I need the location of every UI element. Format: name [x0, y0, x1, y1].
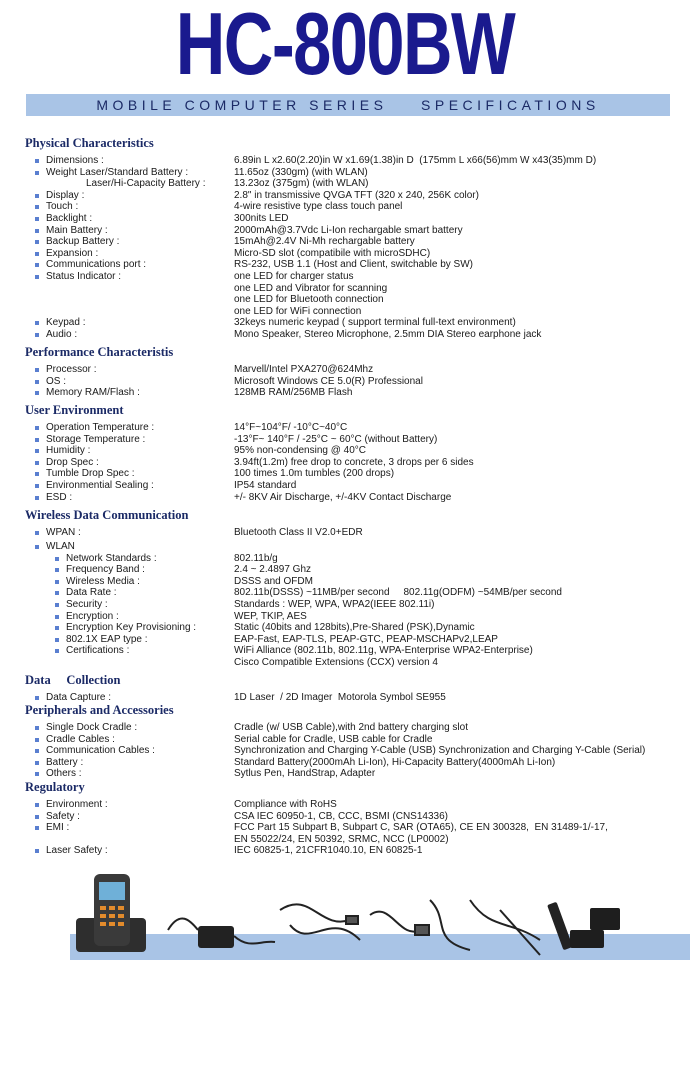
- spec-row: [0, 576, 690, 588]
- spec-value: DSSS and OFDM: [234, 575, 313, 587]
- bullet-icon: [35, 171, 39, 175]
- spec-label: Keypad :: [46, 317, 86, 329]
- spec-label: Memory RAM/Flash :: [46, 387, 140, 399]
- spec-row: [0, 468, 690, 480]
- spec-label: Dimensions :: [46, 155, 104, 166]
- spec-label: Laser/Hi-Capacity Battery :: [86, 178, 206, 190]
- spec-value: Marvell/Intel PXA270@624Mhz: [234, 364, 374, 375]
- y-cable-image: [430, 900, 540, 950]
- spec-label: Cradle Cables :: [46, 733, 115, 745]
- spec-row: [0, 492, 690, 504]
- bullet-icon: [55, 591, 59, 595]
- bullet-icon: [35, 531, 39, 535]
- spec-label: Humidity :: [46, 445, 91, 457]
- spec-row: [0, 599, 690, 611]
- spec-label: Main Battery :: [46, 224, 108, 236]
- bullet-icon: [55, 568, 59, 572]
- bullet-icon: [35, 426, 39, 430]
- bullet-icon: [35, 217, 39, 221]
- device-in-cradle-image: [76, 874, 146, 952]
- spec-value: 15mAh@2.4V Ni-Mh rechargable battery: [234, 236, 415, 248]
- spec-row: [0, 387, 690, 399]
- section-title: Performance Characteristis: [25, 345, 174, 359]
- spec-row: [0, 271, 690, 283]
- spec-row: [0, 657, 690, 669]
- bullet-icon: [35, 263, 39, 267]
- spec-value: 14°F~104°F/ -10°C~40°C: [234, 422, 348, 433]
- spec-label: Certifications :: [66, 645, 130, 657]
- spec-label: Backup Battery :: [46, 236, 120, 248]
- bullet-icon: [35, 380, 39, 384]
- spec-value: Static (40bits and 128bits),Pre-Shared (PSK),Dynamic: [234, 622, 475, 634]
- spec-value: 128MB RAM/256MB Flash: [234, 387, 353, 399]
- spec-value: Mono Speaker, Stereo Microphone, 2.5mm DIA Stereo earphone jack: [234, 329, 542, 340]
- section-title: Peripherals and Accessories: [25, 703, 174, 717]
- spec-value: RS-232, USB 1.1 (Host and Client, switchable by SW): [234, 259, 473, 271]
- spec-label: Frequency Band :: [66, 564, 145, 576]
- power-adapter-image: [168, 918, 275, 948]
- bullet-icon: [35, 472, 39, 476]
- spec-row: [0, 376, 690, 388]
- spec-row: [0, 457, 690, 469]
- handstrap-image: [547, 902, 573, 951]
- spec-label: Display :: [46, 189, 85, 201]
- spec-value: Synchronization and Charging Y-Cable (USB) Synchronization and Charging Y-Cable (Serial): [234, 745, 646, 757]
- spec-row: [0, 587, 690, 599]
- spec-value: EAP-Fast, EAP-TLS, PEAP-GTC, PEAP-MSCHAPv2,LEAP: [234, 633, 498, 645]
- bullet-icon: [35, 449, 39, 453]
- spec-row: [0, 167, 690, 179]
- spec-value: Sytlus Pen, HandStrap, Adapter: [234, 768, 376, 780]
- spec-label: Operation Temperature :: [46, 422, 155, 433]
- spec-row: [0, 527, 690, 539]
- bullet-icon: [35, 849, 39, 853]
- bullet-icon: [35, 696, 39, 700]
- spec-row: [0, 248, 690, 260]
- spec-row: [0, 364, 690, 376]
- spec-label: Encryption :: [66, 610, 119, 622]
- spec-value: FCC Part 15 Subpart B, Subpart C, SAR (OTA65), CE EN 300328, EN 31489-1/-17,: [234, 822, 608, 834]
- spec-value: CSA IEC 60950-1, CB, CCC, BSMI (CNS14336): [234, 810, 448, 822]
- spec-label: Expansion :: [46, 247, 99, 259]
- spec-value: Compliance with RoHS: [234, 799, 337, 810]
- spec-label: Laser Safety :: [46, 845, 108, 857]
- spec-label: Communications port :: [46, 259, 147, 271]
- spec-row: [0, 834, 690, 846]
- spec-value: IP54 standard: [234, 480, 297, 491]
- spec-value: Standard Battery(2000mAh Li-Ion), Hi-Capacity Battery(4000mAh Li-Ion): [234, 756, 556, 768]
- spec-value: +/- 8KV Air Discharge, +/-4KV Contact Discharge: [234, 491, 452, 503]
- spec-value: WiFi Alliance (802.11b, 802.11g, WPA-Enterprise WPA2-Enterprise): [234, 645, 533, 657]
- spec-value: Cisco Compatible Extensions (CCX) version 4: [234, 657, 438, 668]
- bullet-icon: [35, 803, 39, 807]
- bullet-icon: [35, 159, 39, 163]
- spec-label: Processor :: [46, 364, 97, 375]
- spec-value: EN 55022/24, EN 50392, SRMC, NCC (LP0002): [234, 833, 449, 845]
- spec-label: OS :: [46, 375, 67, 387]
- spec-row: [0, 564, 690, 576]
- spec-value: 4-wire resistive type class touch panel: [234, 201, 403, 213]
- bullet-icon: [35, 391, 39, 395]
- spec-label: Single Dock Cradle :: [46, 722, 138, 733]
- spec-row: [0, 434, 690, 446]
- spec-label: Wireless Media :: [66, 575, 140, 587]
- spec-value: 6.89in L x2.60(2.20)in W x1.69(1.38)in D (175mm L x66(56)mm W x43(35)mm D): [234, 155, 597, 166]
- bullet-icon: [55, 603, 59, 607]
- spec-row: [0, 480, 690, 492]
- spec-row: [0, 445, 690, 457]
- spec-label: Data Capture :: [46, 692, 112, 703]
- model-title: HC-800BW: [175, 0, 515, 93]
- spec-label: 802.1X EAP type :: [66, 633, 148, 645]
- spec-value: IEC 60825-1, 21CFR1040.10, EN 60825-1: [234, 845, 423, 857]
- spec-label: Backlight :: [46, 213, 93, 224]
- section-title: Regulatory: [25, 780, 85, 794]
- spec-row: [0, 822, 690, 834]
- spec-value: 1D Laser / 2D Imager Motorola Symbol SE955: [234, 692, 446, 703]
- spec-value: Micro-SD slot (compatibile with microSDHC): [234, 247, 431, 259]
- section-title: Physical Characteristics: [25, 136, 154, 150]
- spec-row: [0, 745, 690, 757]
- bullet-icon: [35, 826, 39, 830]
- spec-row: [0, 178, 690, 190]
- spec-label: WLAN: [46, 541, 75, 552]
- spec-label: Status Indicator :: [46, 271, 122, 282]
- spec-label: Data Rate :: [66, 587, 117, 599]
- spec-row: [0, 294, 690, 306]
- spec-label: Others :: [46, 768, 82, 780]
- bullet-icon: [35, 815, 39, 819]
- spec-row: [0, 757, 690, 769]
- bullet-icon: [35, 545, 39, 549]
- spec-row: [0, 155, 690, 167]
- battery-image: [570, 908, 620, 948]
- spec-row: [0, 283, 690, 295]
- bullet-icon: [35, 194, 39, 198]
- bullet-icon: [35, 761, 39, 765]
- spec-label: Encryption Key Provisioning :: [66, 622, 197, 634]
- spec-value: 3.94ft(1.2m) free drop to concrete, 3 drops per 6 sides: [234, 456, 474, 468]
- spec-row: [0, 734, 690, 746]
- bullet-icon: [55, 580, 59, 584]
- accessories-image: [70, 870, 690, 970]
- bullet-icon: [35, 772, 39, 776]
- bullet-icon: [55, 626, 59, 630]
- spec-value: 13.23oz (375gm) (with WLAN): [234, 178, 369, 190]
- spec-row: [0, 541, 690, 553]
- spec-row: [0, 236, 690, 248]
- spec-label: ESD :: [46, 491, 73, 503]
- bullet-icon: [55, 615, 59, 619]
- stylus-image: [500, 910, 540, 955]
- bullet-icon: [35, 229, 39, 233]
- spec-label: Audio :: [46, 329, 78, 340]
- spec-label: Tumble Drop Spec :: [46, 468, 135, 480]
- spec-label: Storage Temperature :: [46, 433, 146, 445]
- spec-row: [0, 722, 690, 734]
- bullet-icon: [35, 205, 39, 209]
- spec-label: Security :: [66, 599, 108, 610]
- bullet-icon: [35, 252, 39, 256]
- spec-value: Standards : WEP, WPA, WPA2(IEEE 802.11i): [234, 599, 435, 610]
- section-title: Data Collection: [25, 673, 121, 687]
- subtitle-text: MOBILE COMPUTER SERIES SPECIFICATIONS: [96, 97, 600, 113]
- spec-value: WEP, TKIP, AES: [234, 610, 307, 622]
- spec-value: Cradle (w/ USB Cable),with 2nd battery charging slot: [234, 722, 468, 733]
- spec-label: Environmential Sealing :: [46, 480, 154, 491]
- bullet-icon: [35, 461, 39, 465]
- bullet-icon: [35, 749, 39, 753]
- spec-value: 95% non-condensing @ 40°C: [234, 445, 367, 457]
- spec-label: EMI :: [46, 822, 70, 834]
- spec-label: Battery :: [46, 756, 84, 768]
- serial-cable-image: [370, 912, 429, 935]
- spec-row: [0, 190, 690, 202]
- bullet-icon: [35, 275, 39, 279]
- bullet-icon: [35, 496, 39, 500]
- spec-row: [0, 622, 690, 634]
- spec-value: 2.8" in transmissive QVGA TFT (320 x 240, 256K color): [234, 189, 479, 201]
- spec-row: [0, 317, 690, 329]
- bullet-icon: [35, 240, 39, 244]
- spec-label: Communication Cables :: [46, 745, 155, 757]
- spec-row: [0, 422, 690, 434]
- spec-row: [0, 634, 690, 646]
- spec-value: 300nits LED: [234, 213, 289, 224]
- bullet-icon: [35, 726, 39, 730]
- spec-row: [0, 645, 690, 657]
- spec-label: Safety :: [46, 810, 80, 822]
- spec-value: 2.4 ~ 2.4897 Ghz: [234, 564, 312, 576]
- spec-value: one LED for Bluetooth connection: [234, 294, 384, 306]
- spec-row: [0, 768, 690, 780]
- spec-label: Weight Laser/Standard Battery :: [46, 166, 189, 178]
- spec-row: [0, 799, 690, 811]
- spec-row: [0, 553, 690, 565]
- bullet-icon: [55, 557, 59, 561]
- spec-value: 2000mAh@3.7Vdc Li-Ion rechargable smart battery: [234, 224, 463, 236]
- spec-value: Bluetooth Class II V2.0+EDR: [234, 527, 363, 538]
- spec-value: one LED for WiFi connection: [234, 305, 362, 317]
- spec-row: [0, 225, 690, 237]
- spec-value: Serial cable for Cradle, USB cable for Cradle: [234, 733, 433, 745]
- spec-row: [0, 611, 690, 623]
- section-title: User Environment: [25, 403, 124, 417]
- bullet-icon: [35, 484, 39, 488]
- spec-value: 32keys numeric keypad ( support terminal full-text environment): [234, 317, 516, 329]
- section-title: Wireless Data Communication: [25, 508, 189, 522]
- spec-value: 802.11b(DSSS) ~11MB/per second 802.11g(ODFM) ~54MB/per second: [234, 587, 562, 599]
- bullet-icon: [35, 438, 39, 442]
- spec-value: 100 times 1.0m tumbles (200 drops): [234, 468, 395, 480]
- spec-label: Touch :: [46, 201, 79, 213]
- spec-value: one LED for charger status: [234, 271, 354, 282]
- spec-value: Microsoft Windows CE 5.0(R) Professional: [234, 375, 423, 387]
- spec-row: [0, 329, 690, 341]
- bullet-icon: [55, 638, 59, 642]
- bullet-icon: [35, 738, 39, 742]
- spec-row: [0, 259, 690, 271]
- spec-label: WPAN :: [46, 527, 81, 538]
- spec-value: one LED and Vibrator for scanning: [234, 282, 388, 294]
- spec-value: 802.11b/g: [234, 552, 278, 564]
- spec-label: Drop Spec :: [46, 456, 99, 468]
- spec-value: -13°F~ 140°F / -25°C ~ 60°C (without Battery): [234, 433, 438, 445]
- spec-row: [0, 306, 690, 318]
- subtitle-banner: [26, 94, 670, 116]
- spec-label: Environment :: [46, 799, 108, 810]
- spec-value: 11.65oz (330gm) (with WLAN): [234, 166, 368, 178]
- spec-row: [0, 201, 690, 213]
- spec-label: Network Standards :: [66, 552, 157, 564]
- spec-row: [0, 213, 690, 225]
- spec-row: [0, 845, 690, 857]
- usb-cable-image: [280, 904, 360, 940]
- bullet-icon: [55, 649, 59, 653]
- bullet-icon: [35, 321, 39, 325]
- bullet-icon: [35, 333, 39, 337]
- spec-row: [0, 811, 690, 823]
- bullet-icon: [35, 368, 39, 372]
